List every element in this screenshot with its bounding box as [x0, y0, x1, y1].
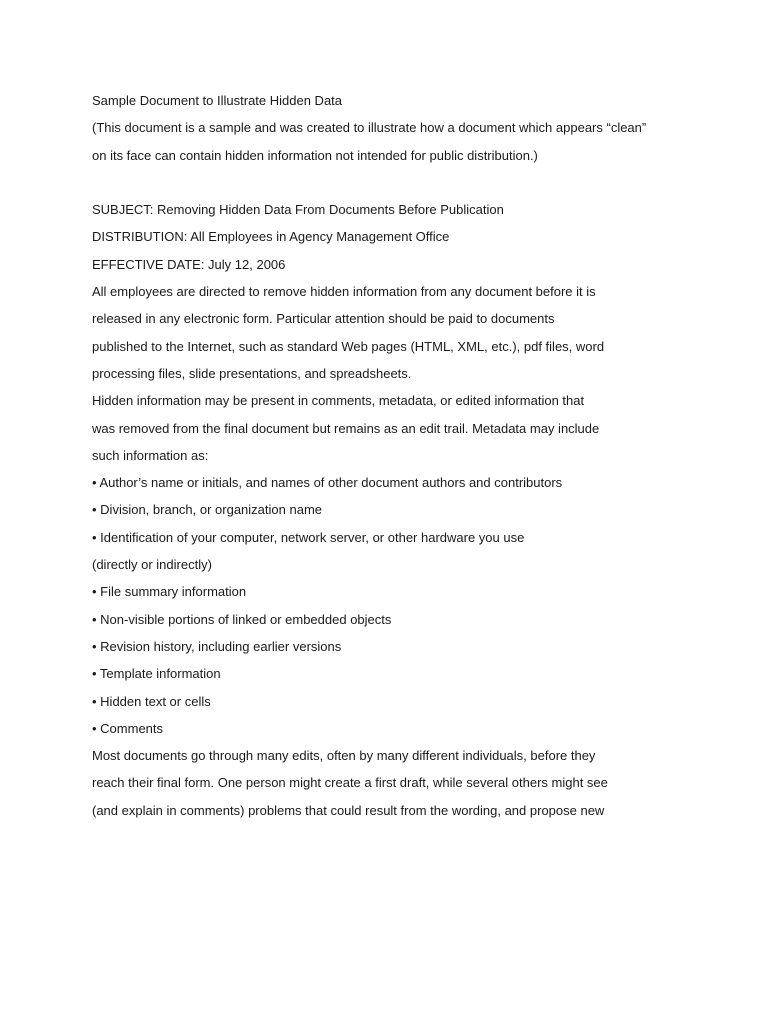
intro-line: on its face can contain hidden information not intended for public distribution.) [92, 147, 538, 163]
paragraph-line: processing files, slide presentations, and spreadsheets. [92, 365, 412, 381]
paragraph-line: Hidden information may be present in comments, metadata, or edited information that [92, 393, 585, 409]
paragraph-line: (and explain in comments) problems that could result from the wording, and propose new [92, 802, 605, 818]
document-body [92, 91, 732, 828]
bullet-item: • Hidden text or cells [92, 693, 211, 709]
bullet-item: • Non-visible portions of linked or embedded objects [92, 611, 392, 627]
bullet-item: • Author’s name or initials, and names of other document authors and contributors [92, 475, 563, 491]
bullet-item: • Identification of your computer, network server, or other hardware you use [92, 529, 525, 545]
paragraph-line: published to the Internet, such as standard Web pages (HTML, XML, etc.), pdf files, word [92, 338, 605, 354]
paragraph-line: All employees are directed to remove hidden information from any document before it is [92, 284, 596, 300]
document-title: Sample Document to Illustrate Hidden Data [92, 93, 343, 108]
paragraph-line: reach their final form. One person might create a first draft, while several others might see [92, 775, 608, 791]
distribution-line: DISTRIBUTION: All Employees in Agency Management Office [92, 229, 450, 245]
bullet-item: • File summary information [92, 584, 247, 600]
intro-line: (This document is a sample and was created to illustrate how a document which appears “clean” [92, 120, 647, 136]
effective-date-line: EFFECTIVE DATE: July 12, 2006 [92, 256, 286, 272]
paragraph-line: such information as: [92, 447, 209, 463]
bullet-item: • Division, branch, or organization name [92, 502, 323, 518]
bullet-continuation: (directly or indirectly) [92, 557, 212, 573]
subject-line: SUBJECT: Removing Hidden Data From Documents Before Publication [92, 202, 504, 218]
bullet-item: • Template information [92, 666, 221, 682]
paragraph-line: was removed from the final document but remains as an edit trail. Metadata may include [92, 420, 600, 436]
paragraph-line: released in any electronic form. Particular attention should be paid to documents [92, 311, 555, 327]
bullet-item: • Revision history, including earlier versions [92, 638, 342, 654]
bullet-item: • Comments [92, 720, 164, 736]
blank-line [92, 173, 732, 200]
paragraph-line: Most documents go through many edits, often by many different individuals, before they [92, 748, 596, 764]
